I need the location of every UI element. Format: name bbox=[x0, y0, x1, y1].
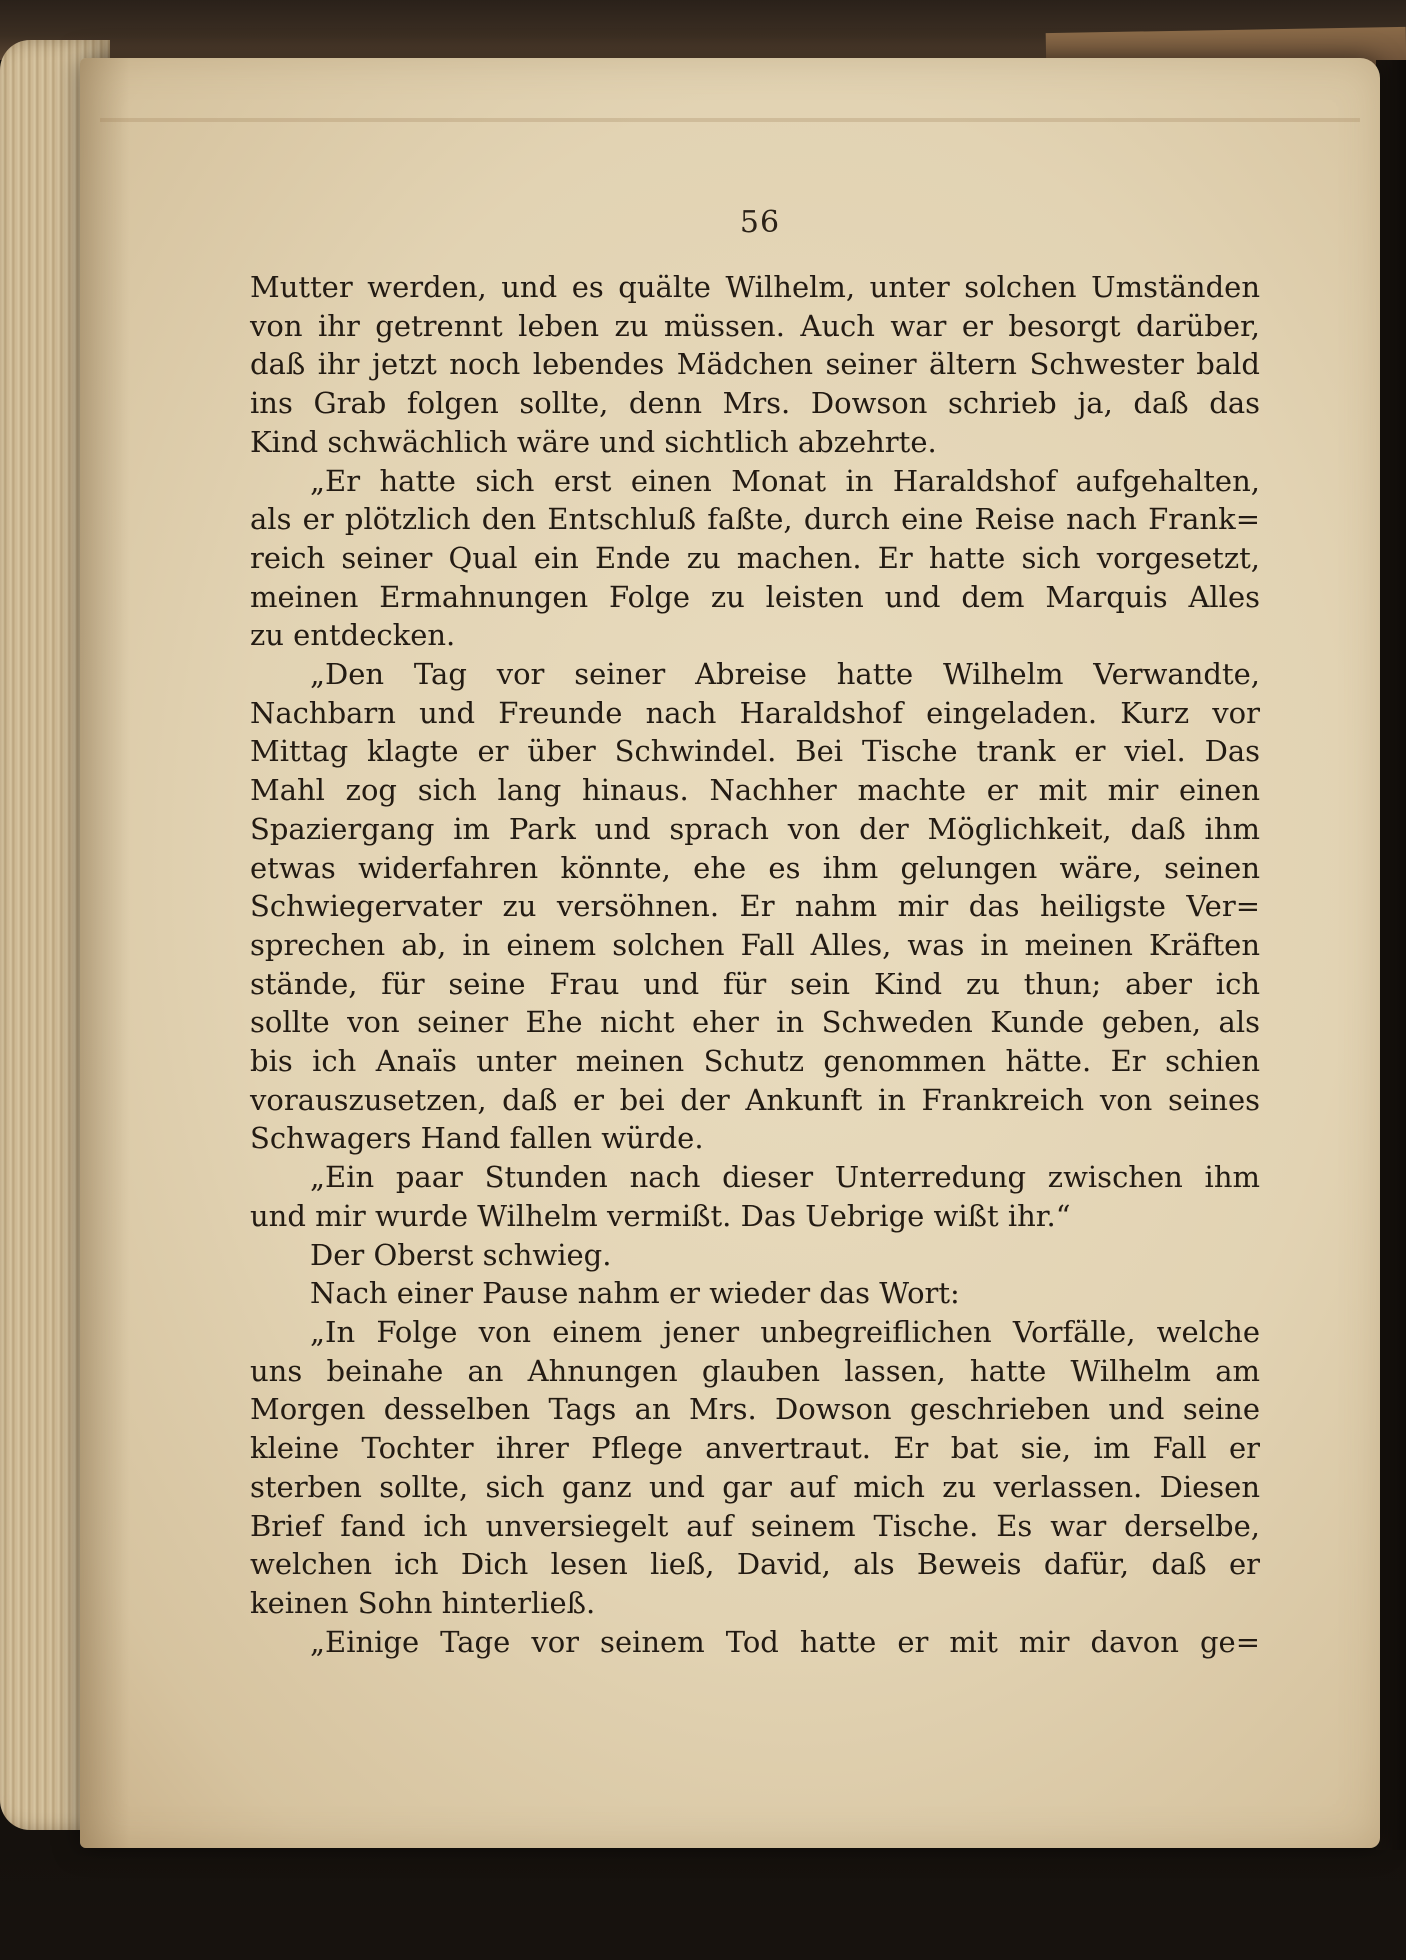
text-line: bis ich Anaïs unter meinen Schutz genommen hätte. Er schien bbox=[250, 1044, 1260, 1079]
text-line: welchen ich Dich lesen ließ, David, als Beweis dafür, daß er bbox=[250, 1547, 1260, 1582]
text-line: als er plötzlich den Entschluß faßte, durch eine Reise nach Frank= bbox=[250, 502, 1260, 537]
text-line: meinen Ermahnungen Folge zu leisten und dem Marquis Alles bbox=[250, 579, 1260, 614]
text-line: Spaziergang im Park und sprach von der Möglichkeit, daß ihm bbox=[250, 811, 1260, 846]
right-edge bbox=[1376, 60, 1406, 1850]
text-line: daß ihr jetzt noch lebendes Mädchen seiner ältern Schwester bald bbox=[250, 347, 1260, 382]
text-line: Nach einer Pause nahm er wieder das Wort: bbox=[310, 1276, 960, 1311]
text-line: und mir wurde Wilhelm vermißt. Das Uebrige wißt ihr.“ bbox=[250, 1198, 1071, 1233]
text-line: Nachbarn und Freunde nach Haraldshof eingeladen. Kurz vor bbox=[250, 695, 1260, 730]
text-line: Mutter werden, und es quälte Wilhelm, unter solchen Umständen bbox=[250, 270, 1260, 304]
text-line: zu entdecken. bbox=[250, 618, 456, 653]
text-line: sprechen ab, in einem solchen Fall Alles, was in meinen Kräften bbox=[250, 927, 1260, 962]
text-line: vorauszusetzen, daß er bei der Ankunft in Frankreich von seines bbox=[250, 1082, 1260, 1117]
text-line: von ihr getrennt leben zu müssen. Auch war er besorgt darüber, bbox=[250, 308, 1260, 343]
text-line: kleine Tochter ihrer Pflege anvertraut. Er bat sie, im Fall er bbox=[250, 1431, 1260, 1466]
text-line: „Den Tag vor seiner Abreise hatte Wilhelm Verwandte, bbox=[310, 657, 1260, 692]
body-text bbox=[250, 268, 1260, 1661]
text-line: „Ein paar Stunden nach dieser Unterredung zwischen ihm bbox=[310, 1160, 1260, 1195]
page-crease bbox=[100, 118, 1360, 122]
bottom-shadow bbox=[0, 1850, 1406, 1960]
text-line: Schwagers Hand fallen würde. bbox=[250, 1121, 704, 1156]
text-line: „In Folge von einem jener unbegreiflichen Vorfälle, welche bbox=[310, 1314, 1260, 1349]
text-line: „Er hatte sich erst einen Monat in Haraldshof aufgehalten, bbox=[310, 463, 1260, 498]
page-number: 56 bbox=[739, 205, 781, 240]
text-line: Kind schwächlich wäre und sichtlich abzehrte. bbox=[250, 424, 937, 459]
text-line: etwas widerfahren könnte, ehe es ihm gelungen wäre, seinen bbox=[250, 850, 1260, 885]
text-line: Mittag klagte er über Schwindel. Bei Tische trank er viel. Das bbox=[250, 734, 1260, 769]
text-line: Der Oberst schwieg. bbox=[310, 1237, 612, 1272]
gutter-shadow bbox=[80, 58, 130, 1848]
text-line: Brief fand ich unversiegelt auf seinem Tische. Es war derselbe, bbox=[250, 1508, 1260, 1543]
text-line: „Einige Tage vor seinem Tod hatte er mit mir davon ge= bbox=[310, 1624, 1260, 1659]
text-line: stände, für seine Frau und für sein Kind zu thun; aber ich bbox=[250, 966, 1260, 1001]
text-line: keinen Sohn hinterließ. bbox=[250, 1585, 596, 1620]
text-line: Mahl zog sich lang hinaus. Nachher machte er mit mir einen bbox=[250, 773, 1260, 808]
text-line: Morgen desselben Tags an Mrs. Dowson geschrieben und seine bbox=[250, 1392, 1260, 1427]
text-line: ins Grab folgen sollte, denn Mrs. Dowson schrieb ja, daß das bbox=[250, 386, 1260, 421]
text-line: sollte von seiner Ehe nicht eher in Schweden Kunde geben, als bbox=[250, 1005, 1260, 1040]
text-line: reich seiner Qual ein Ende zu machen. Er hatte sich vorgesetzt, bbox=[250, 540, 1260, 575]
text-line: sterben sollte, sich ganz und gar auf mich zu verlassen. Diesen bbox=[250, 1469, 1260, 1504]
text-line: Schwiegervater zu versöhnen. Er nahm mir das heiligste Ver= bbox=[250, 889, 1260, 924]
text-line: uns beinahe an Ahnungen glauben lassen, hatte Wilhelm am bbox=[250, 1353, 1260, 1388]
